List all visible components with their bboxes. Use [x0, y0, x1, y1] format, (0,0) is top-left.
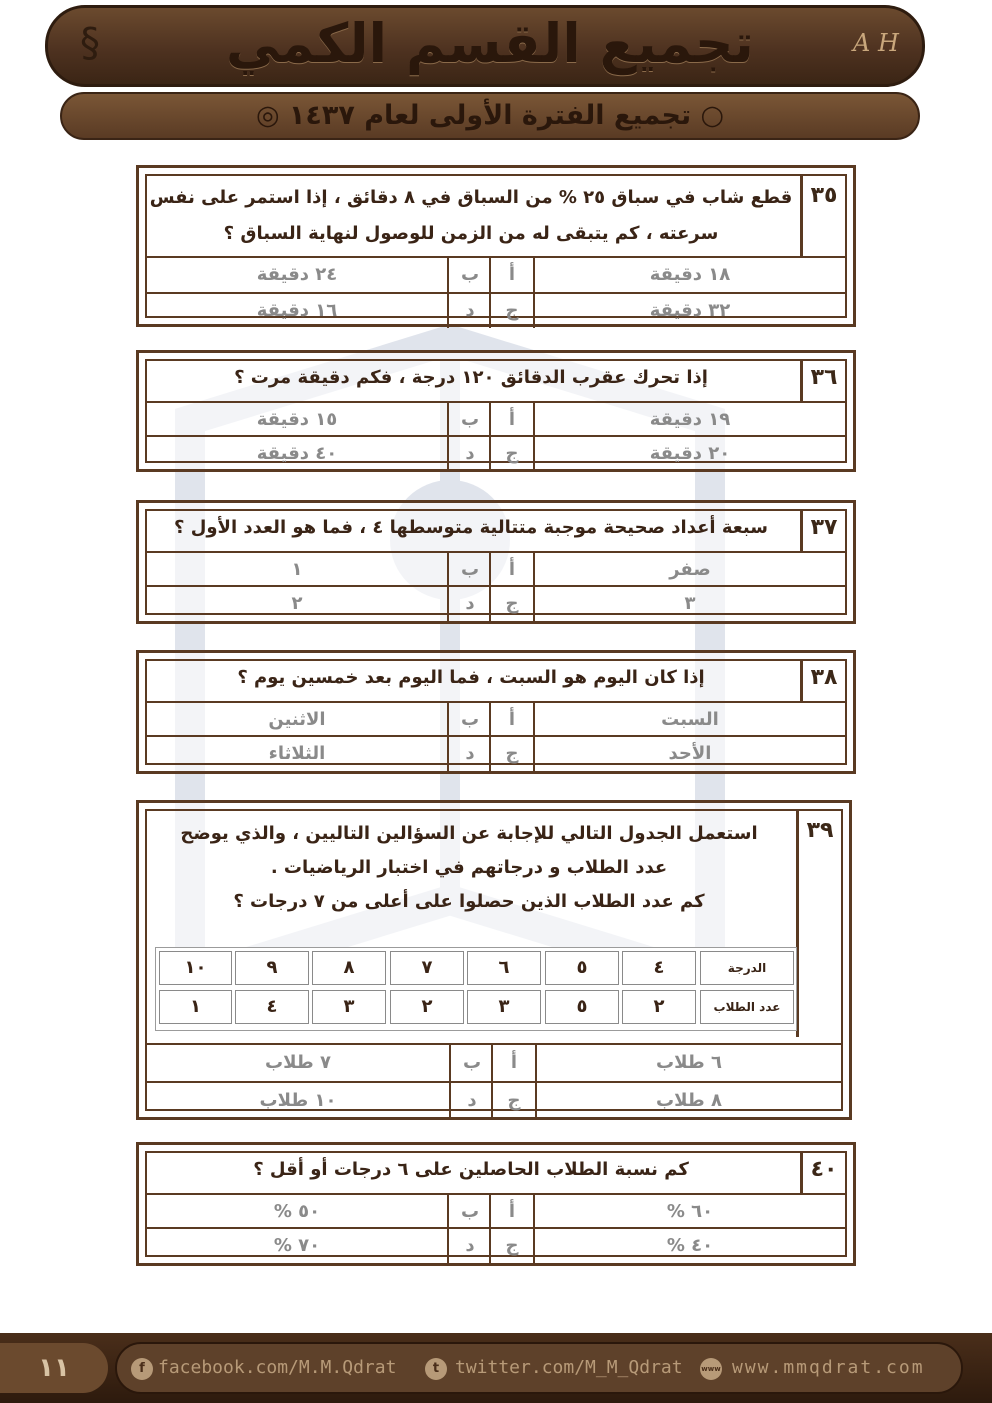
- twitter-icon: t: [425, 1358, 447, 1380]
- question-text-line: كم عدد الطلاب الذين حصلوا على أعلى من ٧ درجات ؟: [233, 891, 705, 912]
- grade-header: الدرجة: [700, 951, 794, 985]
- label-c: ج: [491, 1083, 537, 1119]
- label-d: د: [447, 1229, 491, 1263]
- answer-row: [147, 401, 845, 437]
- facebook-icon: f: [131, 1358, 153, 1380]
- label-b: ب: [449, 1045, 493, 1081]
- option-d[interactable]: ٤٠ دقيقة: [256, 443, 338, 464]
- label-a: أ: [489, 258, 535, 292]
- question-number: ٣٥: [800, 176, 845, 256]
- option-a[interactable]: ١٩ دقيقة: [649, 409, 731, 430]
- question-text-line: قطع شاب في سباق ٢٥ % من السباق في ٨ دقائق ، إذا استمر على نفس: [149, 187, 793, 208]
- label-c: ج: [489, 294, 535, 328]
- bullet-ring-icon: ○: [700, 100, 725, 131]
- option-d[interactable]: ٧٠ %: [273, 1235, 321, 1256]
- brand-logo: A H: [853, 29, 899, 57]
- question-36: [136, 350, 856, 472]
- question-text: [147, 176, 795, 260]
- option-d[interactable]: الثلاثاء: [268, 743, 326, 764]
- question-40: [136, 1142, 856, 1266]
- label-b: ب: [447, 1195, 491, 1229]
- count-cell: ٥: [545, 990, 619, 1024]
- option-c[interactable]: ٤٠ %: [666, 1235, 714, 1256]
- subtitle-text: تجميع الفترة الأولى لعام ١٤٣٧: [288, 100, 692, 131]
- label-d: د: [447, 737, 491, 771]
- count-cell: ٤: [235, 990, 309, 1024]
- label-d: د: [447, 587, 491, 621]
- label-a: أ: [491, 1045, 537, 1081]
- label-a: أ: [489, 403, 535, 437]
- twitter-link[interactable]: twitter.com/M_M_Qdrat: [455, 1357, 683, 1378]
- option-a[interactable]: ٦ طلاب: [656, 1052, 722, 1073]
- answer-row: [147, 292, 845, 328]
- option-c[interactable]: ٢٠ دقيقة: [649, 443, 731, 464]
- label-a: أ: [489, 703, 535, 737]
- question-text: كم نسبة الطلاب الحاصلين على ٦ درجات أو أقل ؟: [253, 1159, 689, 1180]
- count-cell: ١: [159, 990, 232, 1024]
- option-b[interactable]: ١٥ دقيقة: [256, 409, 338, 430]
- question-number: ٣٦: [800, 361, 845, 401]
- answer-row: [147, 551, 845, 587]
- option-c[interactable]: ٣: [684, 593, 696, 614]
- answer-row: [147, 701, 845, 737]
- answer-row: [147, 1193, 845, 1229]
- scroll-ornament-icon: §: [80, 20, 100, 66]
- grade-cell: ١٠: [159, 951, 232, 985]
- option-d[interactable]: ٢: [291, 593, 303, 614]
- question-35: [136, 165, 856, 327]
- page-title: تجميع القسم الكمي: [226, 12, 754, 75]
- question-text: إذا تحرك عقرب الدقائق ١٢٠ درجة ، فكم دقيقة مرت ؟: [234, 367, 708, 388]
- option-b[interactable]: ٥٠ %: [273, 1201, 321, 1222]
- count-cell: ٢: [390, 990, 464, 1024]
- label-c: ج: [489, 737, 535, 771]
- answer-row: [147, 435, 845, 471]
- option-b[interactable]: ١: [291, 559, 303, 580]
- answer-row: [147, 1227, 845, 1263]
- question-text: سبعة أعداد صحيحة موجبة متتالية متوسطها ٤ ، فما هو العدد الأول ؟: [174, 517, 768, 538]
- label-d: د: [447, 437, 491, 471]
- web-icon: www: [700, 1358, 722, 1380]
- answer-row: [147, 1043, 841, 1081]
- count-cell: ٣: [467, 990, 541, 1024]
- grade-cell: ٦: [467, 951, 541, 985]
- option-b[interactable]: الاثنين: [268, 709, 326, 730]
- label-a: أ: [489, 1195, 535, 1229]
- grades-table: [155, 947, 797, 1031]
- label-b: ب: [447, 258, 491, 292]
- label-c: ج: [489, 587, 535, 621]
- option-a[interactable]: صفر: [669, 559, 711, 580]
- answer-row: [147, 1081, 841, 1119]
- answer-row: [147, 256, 845, 292]
- question-text: إذا كان اليوم هو السبت ، فما اليوم بعد خمسين يوم ؟: [237, 667, 705, 688]
- option-c[interactable]: الأحد: [668, 743, 712, 764]
- question-text-line: عدد الطلاب و درجاتهم في اختبار الرياضيات .: [270, 857, 668, 878]
- question-number: ٣٧: [800, 511, 845, 551]
- label-b: ب: [447, 703, 491, 737]
- label-c: ج: [489, 437, 535, 471]
- question-number: ٣٩: [796, 811, 841, 1037]
- page-number: ١١: [0, 1343, 108, 1393]
- question-number: ٤٠: [800, 1153, 845, 1193]
- label-b: ب: [447, 553, 491, 587]
- question-number: ٣٨: [800, 661, 845, 701]
- label-d: د: [449, 1083, 493, 1119]
- option-d[interactable]: ١٠ طلاب: [259, 1090, 337, 1111]
- subtitle: [160, 94, 820, 138]
- website-link[interactable]: www.mmqdrat.com: [732, 1357, 925, 1378]
- label-a: أ: [489, 553, 535, 587]
- question-38: [136, 650, 856, 774]
- question-37: [136, 500, 856, 624]
- grade-cell: ٧: [390, 951, 464, 985]
- option-b[interactable]: ٧ طلاب: [265, 1052, 331, 1073]
- option-d[interactable]: ١٦ دقيقة: [256, 300, 338, 321]
- option-a[interactable]: ٦٠ %: [666, 1201, 714, 1222]
- count-cell: ٢: [622, 990, 696, 1024]
- grade-cell: ٥: [545, 951, 619, 985]
- count-cell: ٣: [312, 990, 386, 1024]
- option-c[interactable]: ٨ طلاب: [656, 1090, 722, 1111]
- answer-row: [147, 735, 845, 771]
- option-c[interactable]: ٣٢ دقيقة: [649, 300, 731, 321]
- option-a[interactable]: ١٨ دقيقة: [649, 264, 731, 285]
- grade-cell: ٩: [235, 951, 309, 985]
- grade-cell: ٨: [312, 951, 386, 985]
- label-b: ب: [447, 403, 491, 437]
- answer-row: [147, 585, 845, 621]
- label-d: د: [447, 294, 491, 328]
- facebook-link[interactable]: facebook.com/M.M.Qdrat: [158, 1357, 397, 1378]
- question-39: [136, 800, 852, 1120]
- bullet-target-icon: ◎: [255, 100, 280, 131]
- option-a[interactable]: السبت: [661, 709, 719, 730]
- count-header: عدد الطلاب: [700, 990, 794, 1024]
- question-text-line: سرعته ، كم يتبقى له من الزمن للوصول لنهاية السباق ؟: [223, 223, 719, 244]
- question-text-line: استعمل الجدول التالي للإجابة عن السؤالين التاليين ، والذي يوضح: [180, 823, 758, 844]
- label-c: ج: [489, 1229, 535, 1263]
- grade-cell: ٤: [622, 951, 696, 985]
- option-b[interactable]: ٢٤ دقيقة: [256, 264, 338, 285]
